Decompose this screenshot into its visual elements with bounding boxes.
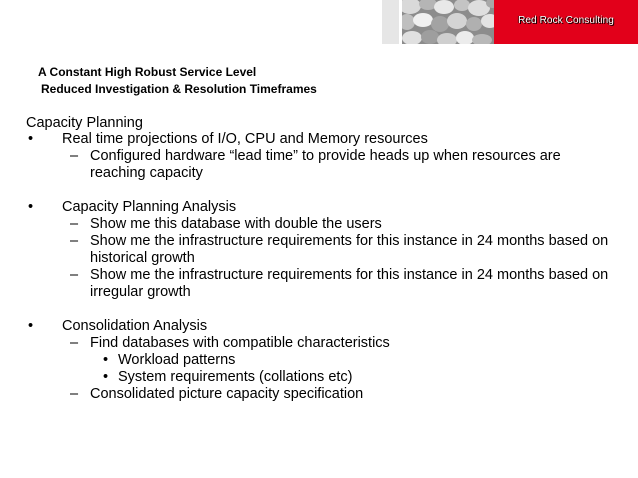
section-heading: Capacity Planning — [26, 115, 143, 131]
list-item-text: Consolidated picture capacity specification — [90, 386, 364, 402]
bullet-dash-icon: – — [70, 267, 79, 283]
list-item — [26, 335, 616, 352]
bullet-list — [26, 131, 616, 403]
brand-banner — [494, 0, 638, 44]
list-item-text: Real time projections of I/O, CPU and Memory resources — [62, 131, 428, 147]
list-item — [26, 352, 616, 369]
bullet-dash-icon: – — [70, 335, 79, 351]
list-item-text: Workload patterns — [118, 352, 236, 368]
list-item — [26, 199, 616, 216]
bullet-dash-icon: – — [70, 148, 79, 164]
list-item-text: Capacity Planning Analysis — [62, 199, 237, 215]
list-item — [26, 369, 616, 386]
bullet-dot-icon: • — [28, 199, 34, 215]
pebbles-graphic — [402, 0, 494, 44]
bullet-dash-icon: – — [70, 233, 79, 249]
bullet-dot-icon: • — [103, 369, 109, 385]
list-item-text: Show me this database with double the users — [90, 216, 382, 232]
list-spacer — [26, 182, 616, 199]
pebbles-image — [402, 0, 494, 44]
list-spacer — [26, 301, 616, 318]
subtitle-service-level: A Constant High Robust Service Level — [38, 65, 257, 79]
list-item-text: Show me the infrastructure requirements for this instance in 24 months based on irregular growth — [90, 267, 609, 300]
list-item-text: Consolidation Analysis — [62, 318, 208, 334]
list-item-text: Find databases with compatible characteristics — [90, 335, 390, 351]
list-item — [26, 233, 616, 267]
list-item — [26, 216, 616, 233]
list-item — [26, 267, 616, 301]
bullet-dash-icon: – — [70, 386, 79, 402]
list-item-text: Configured hardware “lead time” to provide heads up when resources are reaching capacity — [90, 148, 561, 181]
list-item — [26, 386, 616, 403]
subtitle-investigation: Reduced Investigation & Resolution Timeframes — [41, 82, 317, 96]
brand-name: Red Rock Consulting — [518, 15, 614, 26]
header-band — [0, 0, 638, 44]
bullet-dot-icon: • — [28, 318, 34, 334]
list-item — [26, 131, 616, 148]
list-item — [26, 148, 616, 182]
list-item-text: System requirements (collations etc) — [118, 369, 353, 385]
header-gray-block — [382, 0, 399, 44]
list-item-text: Show me the infrastructure requirements for this instance in 24 months based on historical growth — [90, 233, 609, 266]
bullet-dot-icon: • — [103, 352, 109, 368]
bullet-dash-icon: – — [70, 216, 79, 232]
bullet-dot-icon: • — [28, 131, 34, 147]
list-item — [26, 318, 616, 335]
